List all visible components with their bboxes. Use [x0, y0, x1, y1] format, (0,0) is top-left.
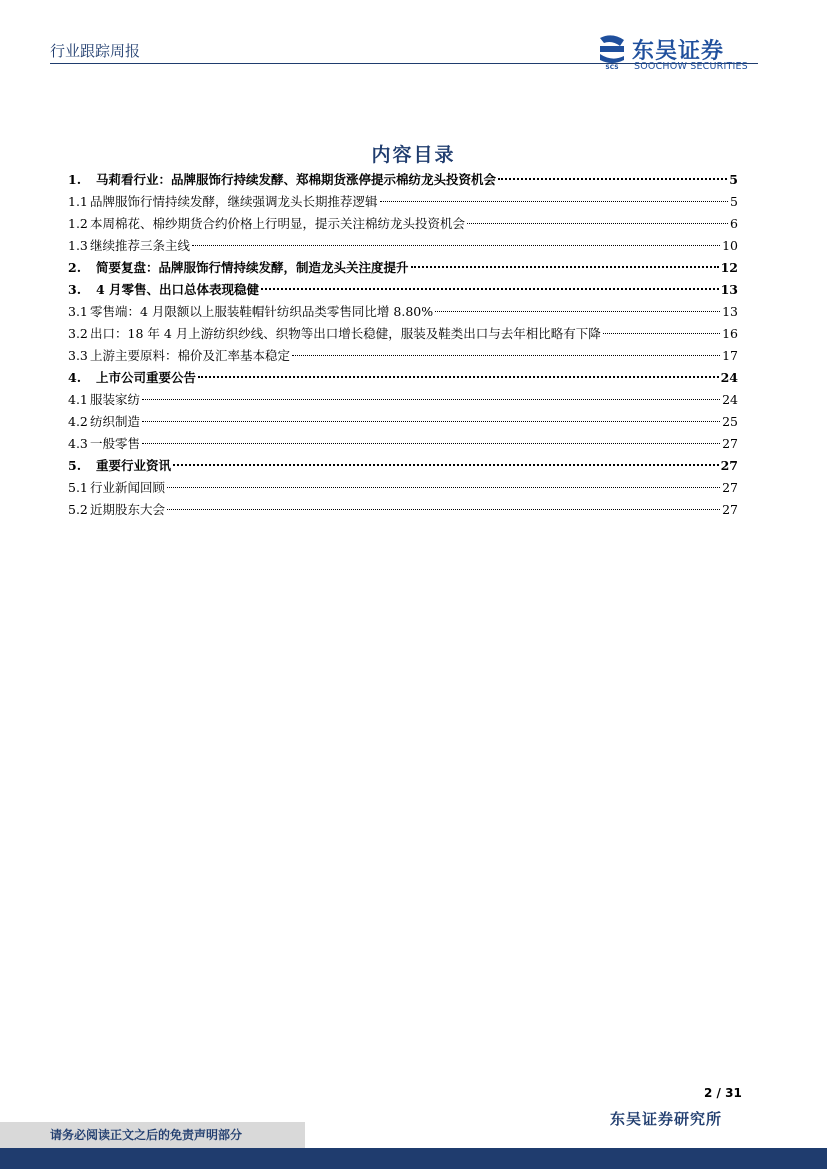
- table-of-contents: [68, 169, 738, 521]
- scs-logo-icon: [596, 34, 628, 70]
- toc-entry-number: 1.3: [68, 238, 88, 253]
- toc-entry-page: 6: [730, 216, 738, 231]
- toc-entry-title: 本周棉花、棉纱期货合约价格上行明显，提示关注棉纺龙头投资机会: [90, 216, 466, 231]
- toc-dot-leader: [435, 311, 720, 312]
- toc-entry-number: 3.2: [68, 326, 88, 341]
- company-logo: [596, 34, 761, 74]
- toc-entry-title: 出口：18 年 4 月上游纺织纱线、织物等出口增长稳健，服装及鞋类出口与去年相比略有下降: [90, 326, 601, 341]
- toc-entry-number: 1.: [68, 172, 82, 187]
- toc-entry-number: 4.1: [68, 392, 88, 407]
- toc-entry-title: 近期股东大会: [90, 502, 166, 517]
- toc-entry-page: 27: [722, 502, 738, 517]
- toc-dot-leader: [167, 487, 720, 488]
- toc-entry[interactable]: [68, 477, 738, 499]
- toc-entry-title: 服装家纺: [90, 392, 141, 407]
- toc-dot-leader: [198, 376, 719, 378]
- toc-entry-number: 3.3: [68, 348, 88, 363]
- toc-entry-number: 3.: [68, 282, 82, 297]
- toc-entry-page: 27: [722, 436, 738, 451]
- toc-dot-leader: [380, 201, 729, 202]
- toc-entry-page: 24: [722, 392, 738, 407]
- toc-entry[interactable]: [68, 235, 738, 257]
- toc-entry-page: 27: [722, 480, 738, 495]
- toc-entry-title: 简要复盘：品牌服饰行情持续发酵，制造龙头关注度提升: [96, 260, 409, 275]
- toc-entry-number: 2.: [68, 260, 82, 275]
- toc-entry[interactable]: [68, 301, 738, 323]
- toc-entry-number: 4.: [68, 370, 82, 385]
- toc-entry-title: 纺织制造: [90, 414, 141, 429]
- toc-entry-number: 5.1: [68, 480, 88, 495]
- toc-dot-leader: [411, 266, 719, 268]
- logo-company-name: 东吴证券: [632, 39, 725, 64]
- toc-entry[interactable]: [68, 367, 738, 389]
- toc-entry[interactable]: [68, 213, 738, 235]
- toc-entry[interactable]: [68, 323, 738, 345]
- toc-entry-page: 16: [722, 326, 738, 341]
- toc-entry-title: 上市公司重要公告: [96, 370, 197, 385]
- report-type-label: 行业跟踪周报: [50, 42, 141, 60]
- disclaimer-text: 请务必阅读正文之后的免责声明部分: [50, 1128, 243, 1142]
- toc-entry[interactable]: [68, 191, 738, 213]
- toc-dot-leader: [603, 333, 720, 334]
- toc-dot-leader: [261, 288, 719, 290]
- footer-bar: [0, 1148, 827, 1169]
- toc-title: 内容目录: [371, 144, 456, 166]
- toc-entry[interactable]: [68, 499, 738, 521]
- toc-entry-page: 13: [722, 304, 738, 319]
- toc-entry-number: 3.1: [68, 304, 88, 319]
- toc-entry-title: 行业新闻回顾: [90, 480, 166, 495]
- toc-entry-number: 4.3: [68, 436, 88, 451]
- toc-entry-page: 17: [722, 348, 738, 363]
- toc-entry-page: 5: [730, 194, 738, 209]
- toc-dot-leader: [142, 421, 720, 422]
- toc-entry-title: 零售端：4 月限额以上服装鞋帽针纺织品类零售同比增 8.80%: [90, 304, 434, 319]
- logo-english-name: SOOCHOW SECURITIES: [634, 61, 748, 72]
- toc-entry-page: 10: [722, 238, 738, 253]
- toc-dot-leader: [292, 355, 720, 356]
- toc-entry[interactable]: [68, 433, 738, 455]
- toc-entry-page: 12: [720, 260, 738, 275]
- toc-entry[interactable]: [68, 279, 738, 301]
- toc-entry-title: 上游主要原料：棉价及汇率基本稳定: [90, 348, 291, 363]
- toc-entry-page: 24: [720, 370, 738, 385]
- toc-dot-leader: [142, 443, 720, 444]
- toc-entry[interactable]: [68, 455, 738, 477]
- toc-entry-title: 重要行业资讯: [96, 458, 172, 473]
- toc-entry[interactable]: [68, 389, 738, 411]
- toc-dot-leader: [498, 178, 727, 180]
- toc-entry-page: 27: [720, 458, 738, 473]
- page-number: 2 / 31: [704, 1086, 742, 1100]
- toc-entry[interactable]: [68, 257, 738, 279]
- toc-dot-leader: [173, 464, 719, 466]
- toc-dot-leader: [167, 509, 720, 510]
- logo-mark-text: SCS: [605, 64, 619, 70]
- toc-dot-leader: [142, 399, 720, 400]
- toc-entry-page: 25: [722, 414, 738, 429]
- toc-entry-title: 4 月零售、出口总体表现稳健: [96, 282, 260, 297]
- toc-entry[interactable]: [68, 169, 738, 191]
- toc-entry-number: 4.2: [68, 414, 88, 429]
- toc-entry-number: 5.: [68, 458, 82, 473]
- toc-entry[interactable]: [68, 345, 738, 367]
- toc-dot-leader: [192, 245, 720, 246]
- toc-entry-title: 继续推荐三条主线: [90, 238, 191, 253]
- toc-entry-page: 13: [720, 282, 738, 297]
- toc-entry-number: 1.2: [68, 216, 88, 231]
- toc-entry[interactable]: [68, 411, 738, 433]
- toc-entry-number: 5.2: [68, 502, 88, 517]
- footer-company-name: 东吴证券研究所: [610, 1110, 723, 1128]
- toc-dot-leader: [467, 223, 728, 224]
- toc-entry-title: 马莉看行业：品牌服饰行持续发酵、郑棉期货涨停提示棉纺龙头投资机会: [96, 172, 497, 187]
- toc-entry-page: 5: [729, 172, 738, 187]
- toc-entry-number: 1.1: [68, 194, 88, 209]
- toc-entry-title: 品牌服饰行情持续发酵，继续强调龙头长期推荐逻辑: [90, 194, 378, 209]
- toc-entry-title: 一般零售: [90, 436, 141, 451]
